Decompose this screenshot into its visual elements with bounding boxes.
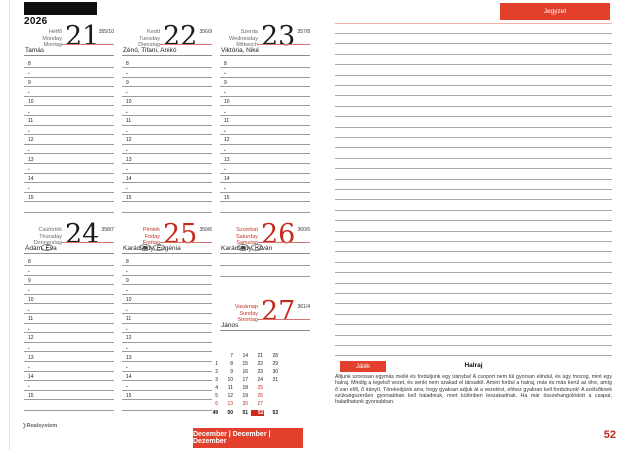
day-number: 27 [261, 296, 296, 327]
note-line [335, 54, 612, 55]
schedule-line [24, 288, 114, 295]
half-hour-marker: • [28, 71, 30, 77]
schedule-line [24, 277, 114, 285]
day-header-rule [258, 44, 310, 45]
mini-cal-day: 22 [257, 361, 263, 367]
note-line [335, 210, 612, 211]
day-header-rule [62, 44, 114, 45]
schedule-line [24, 269, 114, 276]
half-hour-marker: • [28, 269, 30, 275]
half-hour-marker: • [224, 109, 226, 115]
mini-cal-day: 10 [227, 377, 233, 383]
schedule-line [24, 60, 114, 68]
nameday-label: Tamás [25, 47, 45, 54]
game-text: Álljunk szorosan egymás mellé és forduljunk egy irányba! A csoport nem túl gyorsan elindul, és úgy mozog, mint egy halraj. Mindig a legelső vezet, és senki nem szakad el társaitól. Amint fordul a halraj, más és más kerül az élre, amíg ő van elől, ő irányít. Törekedjünk arra, hogy gyakran adjuk át a vezetést, ehhez gyakran kell fordulnunk! A szélsőknek szükségszerűen gyorsabban kell haladniuk, mert különben leszakadnak. Ha már összehangolódott a csapat, haladhatunk gyorsabban. [335, 374, 612, 406]
schedule-line [220, 128, 310, 135]
day-name-en: Sunday [239, 310, 258, 317]
nameday-rule [220, 330, 310, 331]
note-line [335, 355, 612, 356]
day-of-year: 355/10 [98, 29, 114, 35]
half-hour-marker: • [126, 128, 128, 134]
schedule-line [122, 258, 212, 266]
schedule-line [122, 118, 212, 126]
nameday-rule [122, 253, 212, 254]
page-number: 52 [603, 429, 616, 441]
nameday-label: János [221, 322, 239, 329]
day-header-rule [160, 44, 212, 45]
half-hour-marker: • [28, 326, 30, 332]
hour-label: 9 [126, 79, 129, 86]
mini-cal-day: 15 [242, 361, 248, 367]
nameday-label: Karácsony, Eugénia [123, 245, 181, 252]
schedule-line [24, 71, 114, 78]
schedule-line [122, 90, 212, 97]
mini-cal-day: 3 [215, 377, 218, 383]
note-line [335, 33, 612, 34]
hour-label: 8 [126, 258, 129, 265]
note-line [335, 116, 612, 117]
mini-cal-day: 8 [230, 361, 233, 367]
schedule-line [220, 71, 310, 78]
schedule-line [24, 109, 114, 116]
brand-logo-text: Realsystem [26, 423, 58, 429]
note-line [335, 75, 612, 76]
hour-label: 13 [126, 156, 132, 163]
day-of-year: 361/4 [297, 304, 310, 310]
day-name-hu: Péntek [142, 227, 160, 233]
half-hour-marker: • [28, 345, 30, 351]
half-hour-marker: • [126, 365, 128, 371]
day-names [220, 304, 258, 324]
hour-label: 9 [224, 79, 227, 86]
note-line [335, 137, 612, 138]
schedule-line [24, 296, 114, 304]
mini-cal-day: 4 [215, 385, 218, 391]
half-hour-marker: • [126, 384, 128, 390]
mini-cal-day: 29 [272, 361, 278, 367]
mini-cal-week-number: 53 [272, 410, 278, 416]
schedule-line [24, 335, 114, 343]
note-line [335, 241, 612, 242]
hour-label: 13 [126, 354, 132, 361]
schedule-line [220, 276, 310, 277]
mini-cal-day: 6 [215, 401, 218, 407]
day-of-year: 358/7 [101, 227, 114, 233]
schedule-line [220, 79, 310, 87]
page-edge [9, 0, 10, 450]
day-number: 22 [163, 21, 198, 52]
notes-header: Jegyzet [500, 3, 610, 20]
half-hour-marker: • [126, 345, 128, 351]
schedule-line [122, 288, 212, 295]
mini-cal-day: 19 [242, 393, 248, 399]
day-name-de: Mittwoch [236, 42, 258, 49]
schedule-line [24, 194, 114, 202]
day-names [24, 29, 62, 49]
mini-cal-day: 13 [227, 401, 233, 407]
schedule-line [122, 307, 212, 314]
note-line [335, 303, 612, 304]
hour-label: 8 [126, 60, 129, 67]
half-hour-marker: • [224, 147, 226, 153]
hour-label: 8 [28, 258, 31, 265]
hour-label: 15 [126, 392, 132, 399]
day-header-rule [258, 319, 310, 320]
schedule-line [220, 118, 310, 126]
hour-label: 10 [126, 296, 132, 303]
hour-label: 12 [224, 137, 230, 144]
mini-cal-current-week: 52 [251, 410, 264, 416]
half-hour-marker: • [126, 326, 128, 332]
mini-cal-day: 12 [227, 393, 233, 399]
schedule-line [24, 90, 114, 97]
note-line [335, 147, 612, 148]
schedule-line [220, 167, 310, 174]
hour-label: 14 [126, 373, 132, 380]
hour-label: 12 [28, 137, 34, 144]
schedule-line [122, 335, 212, 343]
hour-label: 15 [126, 194, 132, 201]
schedule-line [122, 186, 212, 193]
schedule-line [24, 384, 114, 391]
mini-cal-day: 23 [257, 369, 263, 375]
schedule-line [122, 194, 212, 202]
day-names [122, 29, 160, 49]
schedule-line [220, 147, 310, 154]
schedule-line [122, 384, 212, 391]
hour-label: 14 [224, 175, 230, 182]
brand-logo: ❯Realsystem [22, 423, 58, 429]
game-label: Játék [340, 361, 386, 372]
note-line [335, 43, 612, 44]
mini-cal-day: 27 [257, 401, 263, 407]
half-hour-marker: • [126, 90, 128, 96]
schedule-line [122, 365, 212, 372]
note-line [335, 64, 612, 65]
half-hour-marker: • [126, 186, 128, 192]
half-hour-marker: • [224, 90, 226, 96]
hour-label: 11 [126, 118, 132, 125]
day-name-hu: Hétfő [48, 29, 62, 35]
mini-cal-day: 11 [227, 385, 233, 391]
hour-label: 11 [28, 118, 34, 125]
day-name-hu: Csütörtök [38, 227, 62, 233]
day-header-rule [160, 242, 212, 243]
mini-cal-day: 20 [242, 401, 248, 407]
hour-label: 11 [224, 118, 230, 125]
note-line [335, 158, 612, 159]
nameday-rule [24, 55, 114, 56]
schedule-line [24, 392, 114, 400]
hour-label: 10 [28, 296, 34, 303]
note-line [335, 95, 612, 96]
schedule-line [122, 147, 212, 154]
hour-label: 10 [28, 98, 34, 105]
hour-label: 10 [126, 98, 132, 105]
schedule-line [24, 167, 114, 174]
schedule-line [24, 147, 114, 154]
nameday-rule [220, 253, 310, 254]
hour-label: 15 [28, 194, 34, 201]
day-name-en: Thursday [39, 233, 62, 240]
hour-label: 11 [28, 316, 34, 323]
day-name-de: Dienstag [138, 42, 160, 49]
schedule-line [122, 410, 212, 411]
schedule-line [220, 265, 310, 266]
note-line [335, 283, 612, 284]
hour-label: 9 [28, 79, 31, 86]
note-line [335, 262, 612, 263]
mini-cal-day: 24 [257, 377, 263, 383]
note-line [335, 106, 612, 107]
schedule-line [122, 71, 212, 78]
schedule-line [122, 296, 212, 304]
schedule-line [220, 156, 310, 164]
half-hour-marker: • [126, 147, 128, 153]
nameday-rule [122, 55, 212, 56]
half-hour-marker: • [126, 307, 128, 313]
nameday-label: Karácsony, István [221, 245, 273, 252]
notes-page [335, 0, 612, 450]
nameday-label: Zénó, Tifani, Anikó [123, 47, 177, 54]
hour-label: 8 [224, 60, 227, 67]
day-name-hu: Vasárnap [234, 304, 258, 310]
nameday-label: Ádám, Éva [25, 245, 57, 252]
mini-cal-day: 28 [272, 353, 278, 359]
hour-label: 8 [28, 60, 31, 67]
schedule-line [122, 326, 212, 333]
hour-label: 12 [126, 137, 132, 144]
half-hour-marker: • [28, 365, 30, 371]
half-hour-marker: • [126, 269, 128, 275]
mini-cal-week-number: 49 [212, 410, 218, 416]
day-of-year: 357/8 [297, 29, 310, 35]
day-number: 24 [65, 219, 100, 250]
hour-label: 12 [126, 335, 132, 342]
day-name-de: Montag [43, 42, 62, 49]
hour-label: 10 [224, 98, 230, 105]
schedule-line [220, 60, 310, 68]
mini-calendar [206, 353, 286, 419]
schedule-line [24, 156, 114, 164]
mini-cal-day: 18 [242, 385, 248, 391]
schedule-line [122, 79, 212, 87]
half-hour-marker: • [28, 288, 30, 294]
hour-label: 12 [28, 335, 34, 342]
day-number: 26 [261, 219, 296, 250]
schedule-line [24, 307, 114, 314]
schedule-line [122, 60, 212, 68]
mini-cal-day: 26 [257, 393, 263, 399]
schedule-line [122, 212, 212, 213]
half-hour-marker: • [224, 167, 226, 173]
note-line [335, 168, 612, 169]
mini-cal-day: 5 [215, 393, 218, 399]
day-name-hu: Szombat [236, 227, 258, 233]
note-line [335, 314, 612, 315]
mini-cal-day: 31 [272, 377, 278, 383]
note-line [335, 324, 612, 325]
schedule-line [122, 137, 212, 145]
half-hour-marker: • [224, 186, 226, 192]
schedule-line [122, 316, 212, 324]
schedule-line [122, 373, 212, 381]
schedule-line [24, 212, 114, 213]
half-hour-marker: • [28, 109, 30, 115]
schedule-line [24, 118, 114, 126]
schedule-line [24, 258, 114, 266]
note-line [335, 272, 612, 273]
schedule-line [24, 186, 114, 193]
schedule-line [24, 326, 114, 333]
hour-label: 14 [28, 175, 34, 182]
schedule-line [122, 175, 212, 183]
schedule-line [122, 277, 212, 285]
half-hour-marker: • [126, 71, 128, 77]
mini-cal-week-number: 50 [227, 410, 233, 416]
day-name-hu: Szerda [240, 29, 258, 35]
schedule-line [220, 98, 310, 106]
half-hour-marker: • [224, 71, 226, 77]
note-line [335, 127, 612, 128]
mini-cal-day: 9 [230, 369, 233, 375]
schedule-line [122, 167, 212, 174]
mini-cal-day: 30 [272, 369, 278, 375]
half-hour-marker: • [126, 109, 128, 115]
schedule-line [220, 137, 310, 145]
day-header-rule [258, 242, 310, 243]
schedule-line [220, 175, 310, 183]
day-name-en: Saturday [235, 233, 258, 240]
day-number: 23 [261, 21, 296, 52]
half-hour-marker: • [28, 128, 30, 134]
day-name-en: Monday [42, 35, 62, 42]
schedule-line [220, 194, 310, 202]
schedule-line [24, 365, 114, 372]
note-line [335, 345, 612, 346]
mini-cal-day: 16 [242, 369, 248, 375]
half-hour-marker: • [28, 307, 30, 313]
hour-label: 11 [126, 316, 132, 323]
game-title: Halraj [464, 362, 483, 369]
mini-cal-day: 25 [257, 385, 263, 391]
schedule-line [24, 373, 114, 381]
day-name-en: Wednesday [229, 35, 258, 42]
half-hour-marker: • [28, 167, 30, 173]
day-name-en: Tuesday [139, 35, 160, 42]
day-name-hu: Kedd [147, 29, 160, 35]
schedule-line [122, 128, 212, 135]
half-hour-marker: • [28, 186, 30, 192]
schedule-line [24, 137, 114, 145]
half-hour-marker: • [126, 288, 128, 294]
day-of-year: 360/5 [297, 227, 310, 233]
mini-cal-week-number: 51 [242, 410, 248, 416]
schedule-line [24, 410, 114, 411]
schedule-line [220, 109, 310, 116]
schedule-line [24, 354, 114, 362]
day-names [220, 29, 258, 49]
note-line [335, 335, 612, 336]
note-line [335, 189, 612, 190]
month-banner: December | December | Dezember [193, 428, 303, 448]
day-header-rule [62, 242, 114, 243]
hour-label: 14 [126, 175, 132, 182]
schedule-line [122, 109, 212, 116]
half-hour-marker: • [28, 384, 30, 390]
nameday-rule [24, 253, 114, 254]
mini-cal-day: 21 [257, 353, 263, 359]
note-line [335, 251, 612, 252]
note-line-accent [335, 23, 612, 24]
schedule-line [24, 128, 114, 135]
note-line [335, 85, 612, 86]
mini-cal-day: 7 [230, 353, 233, 359]
note-line [335, 220, 612, 221]
day-name-en: Friday [144, 233, 160, 240]
schedule-line [122, 345, 212, 352]
schedule-line [220, 186, 310, 193]
schedule-line [24, 345, 114, 352]
note-line [335, 293, 612, 294]
schedule-line [220, 90, 310, 97]
day-of-year: 359/6 [199, 227, 212, 233]
mini-cal-day: 2 [215, 369, 218, 375]
hour-label: 9 [126, 277, 129, 284]
nameday-rule [220, 55, 310, 56]
nameday-label: Viktória, Niké [221, 47, 260, 54]
schedule-line [24, 98, 114, 106]
note-line [335, 179, 612, 180]
note-line [335, 199, 612, 200]
note-line [335, 231, 612, 232]
day-name-de: Freitag [142, 240, 160, 247]
half-hour-marker: • [126, 167, 128, 173]
day-of-year: 356/9 [199, 29, 212, 35]
schedule-line [24, 175, 114, 183]
hour-label: 15 [224, 194, 230, 201]
schedule-line [122, 98, 212, 106]
schedule-line [122, 269, 212, 276]
hour-label: 15 [28, 392, 34, 399]
day-name-de: Sonntag [237, 317, 258, 324]
half-hour-marker: • [224, 128, 226, 134]
half-hour-marker: • [28, 147, 30, 153]
schedule-line [122, 354, 212, 362]
day-name-de: Samstag [236, 240, 258, 247]
day-name-de: Donnerstag [33, 240, 62, 247]
hour-label: 13 [28, 354, 34, 361]
hour-label: 13 [224, 156, 230, 163]
schedule-line [24, 316, 114, 324]
schedule-line [24, 79, 114, 87]
mini-cal-day: 1 [215, 361, 218, 367]
schedule-line [220, 212, 310, 213]
hour-label: 13 [28, 156, 34, 163]
mini-cal-day: 17 [242, 377, 248, 383]
day-number: 21 [65, 21, 100, 52]
hour-label: 9 [28, 277, 31, 284]
year-label: 2026 [24, 16, 48, 27]
half-hour-marker: • [28, 90, 30, 96]
month-tab [24, 2, 97, 15]
day-number: 25 [163, 219, 198, 250]
mini-cal-day: 14 [242, 353, 248, 359]
schedule-line [122, 392, 212, 400]
hour-label: 14 [28, 373, 34, 380]
schedule-line [122, 156, 212, 164]
